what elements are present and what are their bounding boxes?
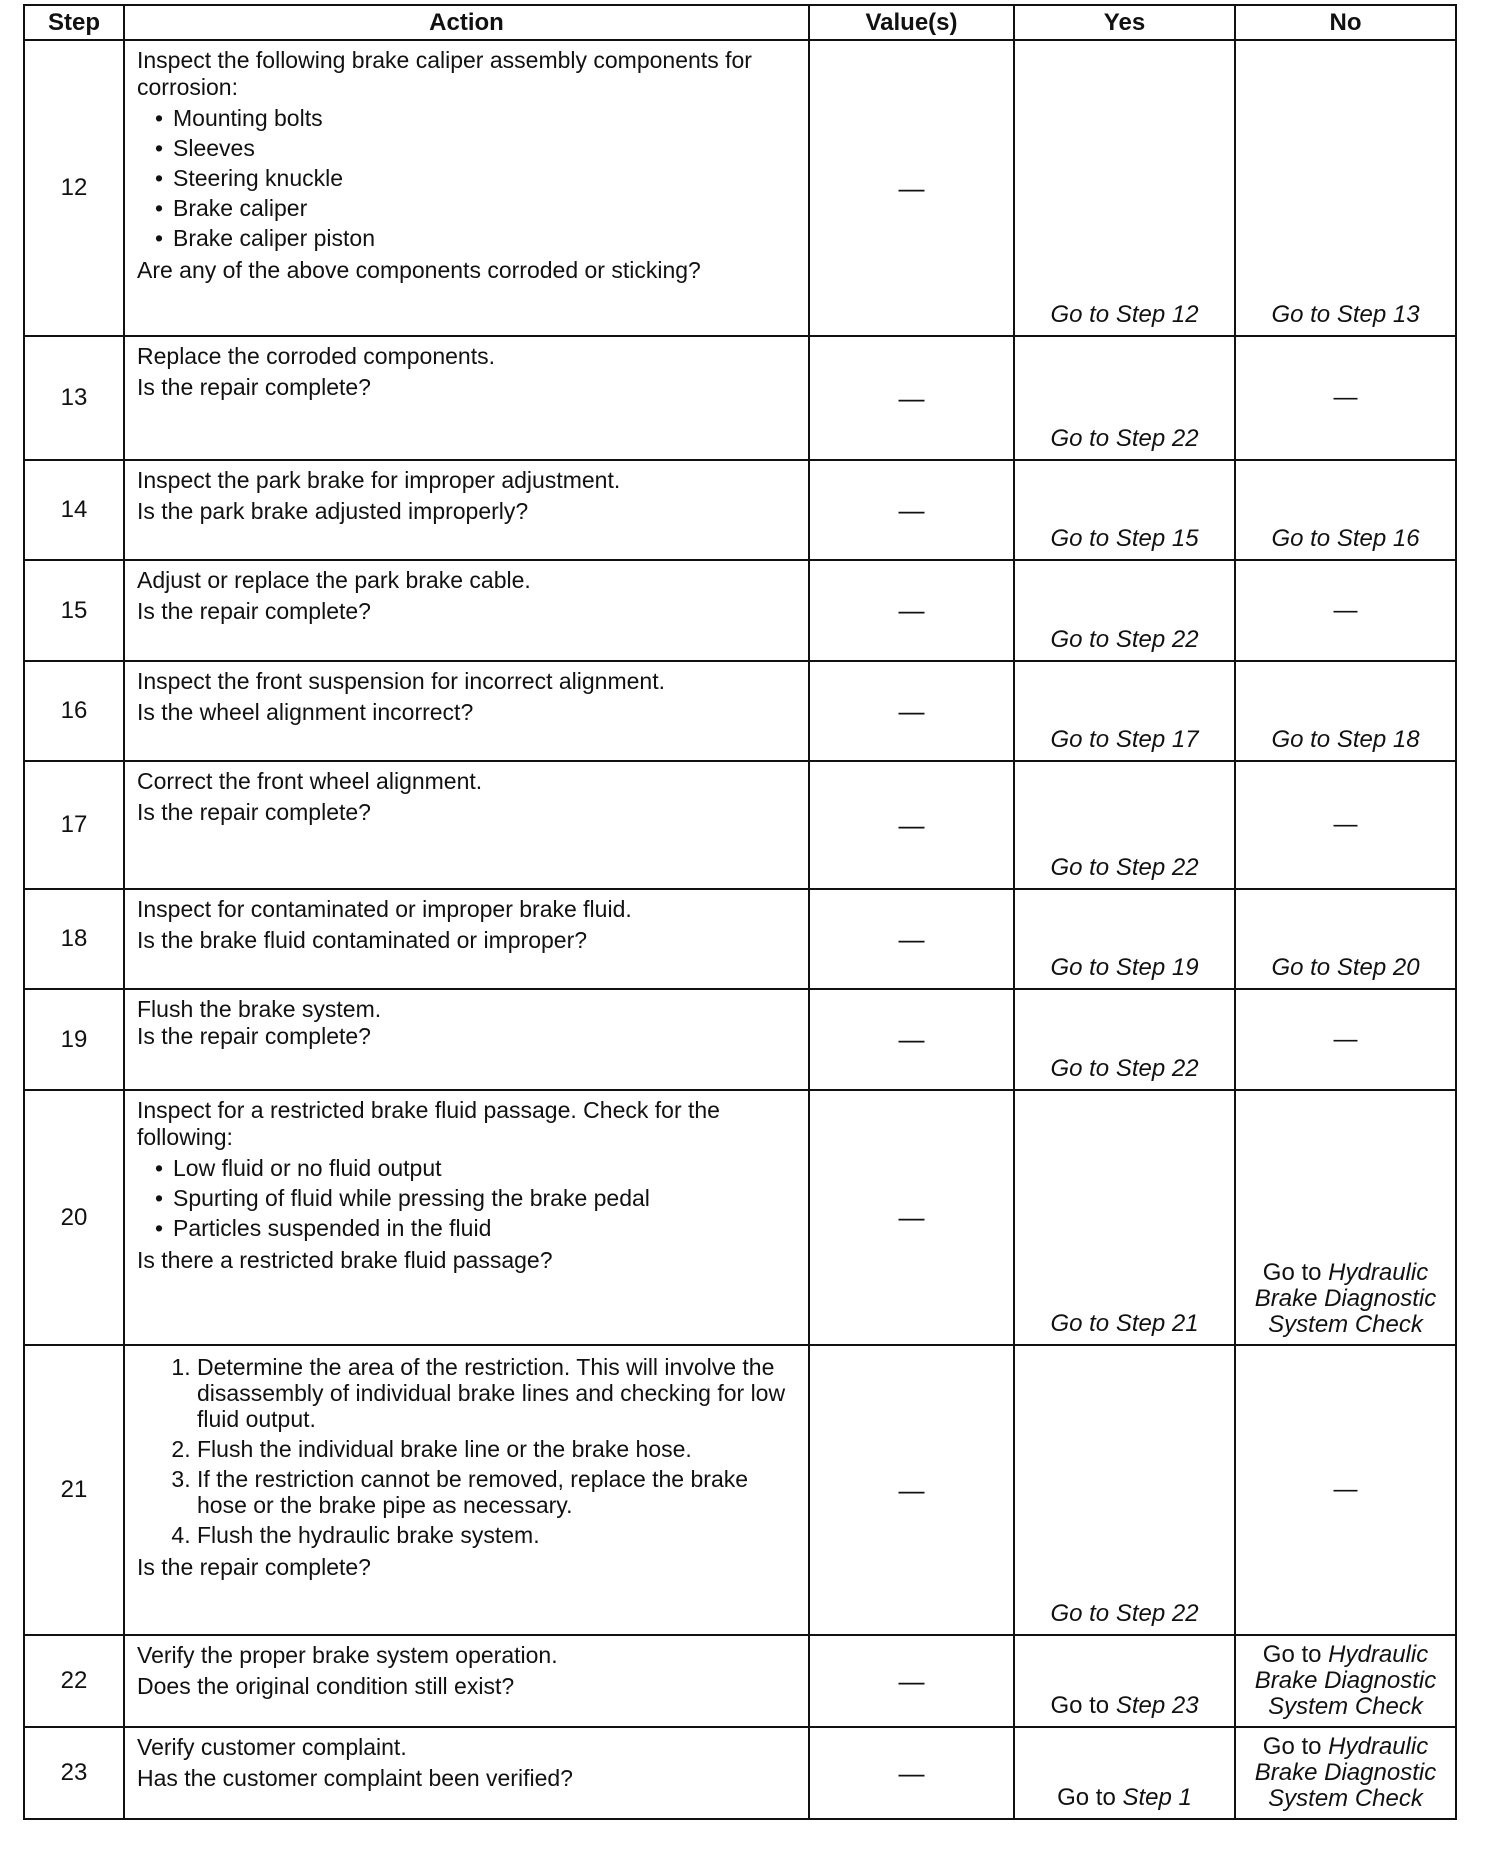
no-cell: —: [1235, 989, 1456, 1090]
step-number: 20: [24, 1090, 124, 1345]
step-number: 23: [24, 1727, 124, 1819]
yes-step-link[interactable]: Step 23: [1115, 1692, 1199, 1719]
yes-cell: [1014, 460, 1235, 560]
list-item: 4. Flush the hydraulic brake system.: [197, 1520, 798, 1550]
value-cell: —: [809, 889, 1014, 989]
action-text: Correct the front wheel alignment.: [137, 768, 483, 794]
header-action: Action: [124, 5, 809, 40]
list-item: • Steering knuckle: [173, 163, 798, 193]
header-yes: Yes: [1014, 5, 1235, 40]
yes-cell: [1014, 889, 1235, 989]
yes-cell: [1014, 761, 1235, 889]
table-row: [24, 1727, 1456, 1819]
value-cell: —: [809, 1635, 1014, 1727]
no-prefix: Go to: [1271, 301, 1337, 328]
action-question: Is the repair complete?: [137, 374, 371, 400]
no-cell: [1235, 889, 1456, 989]
action-cell: [124, 1727, 809, 1819]
list-item: • Sleeves: [173, 133, 798, 163]
bullet-list: [137, 1153, 798, 1243]
no-check-link[interactable]: System Check: [1268, 1311, 1423, 1338]
list-item: • Brake caliper: [173, 193, 798, 223]
action-text: Adjust or replace the park brake cable.: [137, 567, 531, 593]
table-row: [24, 761, 1456, 889]
action-question: Are any of the above components corroded or sticking?: [137, 257, 701, 283]
action-text: Verify customer complaint.: [137, 1734, 407, 1760]
step-number: 12: [24, 40, 124, 336]
value-cell: —: [809, 560, 1014, 661]
yes-prefix: Go to: [1057, 1784, 1123, 1811]
header-value: Value(s): [809, 5, 1014, 40]
table-row: [24, 336, 1456, 460]
action-question: Is the wheel alignment incorrect?: [137, 699, 474, 725]
no-check-link[interactable]: Hydraulic: [1328, 1259, 1429, 1286]
no-check-link[interactable]: Hydraulic: [1328, 1641, 1429, 1668]
yes-cell: [1014, 1090, 1235, 1345]
yes-step-link[interactable]: Step 22: [1115, 1600, 1199, 1627]
list-item: • Particles suspended in the fluid: [173, 1213, 798, 1243]
action-cell: [124, 1635, 809, 1727]
no-prefix: Go to: [1271, 726, 1337, 753]
table-row: [24, 1635, 1456, 1727]
header-no: No: [1235, 5, 1456, 40]
yes-step-link[interactable]: Step 22: [1115, 1055, 1199, 1082]
action-text: Inspect the front suspension for incorrect alignment.: [137, 668, 666, 694]
action-cell: [124, 989, 809, 1090]
value-cell: —: [809, 761, 1014, 889]
action-question: Is the repair complete?: [137, 799, 371, 825]
no-cell: [1235, 1635, 1456, 1727]
no-check-link[interactable]: Brake Diagnostic: [1254, 1759, 1437, 1786]
no-cell: [1235, 1090, 1456, 1345]
yes-prefix: Go to: [1050, 1600, 1116, 1627]
diagnostic-table: [23, 4, 1457, 1820]
yes-step-link[interactable]: Step 19: [1115, 954, 1199, 981]
no-prefix: Go to: [1262, 1259, 1329, 1286]
yes-cell: [1014, 336, 1235, 460]
action-text: Inspect the following brake caliper assembly components for corrosion:: [137, 47, 752, 100]
list-item: 1. Determine the area of the restriction. This will involve the disassembly of individual brake lines and checking for low fluid output.: [197, 1352, 798, 1434]
bullet-list: [137, 103, 798, 253]
yes-prefix: Go to: [1050, 525, 1116, 552]
step-number: 21: [24, 1345, 124, 1635]
action-cell: [124, 560, 809, 661]
no-step-link[interactable]: Step 20: [1336, 954, 1420, 981]
list-item: 2. Flush the individual brake line or the brake hose.: [197, 1434, 798, 1464]
no-cell: [1235, 40, 1456, 336]
action-cell: [124, 1090, 809, 1345]
yes-cell: [1014, 661, 1235, 761]
no-step-link[interactable]: Step 18: [1336, 726, 1420, 753]
no-cell: —: [1235, 761, 1456, 889]
value-cell: —: [809, 336, 1014, 460]
yes-cell: [1014, 1727, 1235, 1819]
yes-step-link[interactable]: Step 17: [1115, 726, 1199, 753]
action-text: Flush the brake system.: [137, 996, 382, 1022]
value-cell: —: [809, 40, 1014, 336]
no-prefix: Go to: [1271, 954, 1337, 981]
action-cell: [124, 661, 809, 761]
table-row: [24, 560, 1456, 661]
table-row: [24, 989, 1456, 1090]
list-item: • Low fluid or no fluid output: [173, 1153, 798, 1183]
action-cell: [124, 889, 809, 989]
yes-step-link[interactable]: Step 21: [1115, 1310, 1199, 1337]
no-cell: —: [1235, 336, 1456, 460]
yes-prefix: Go to: [1050, 954, 1116, 981]
no-cell: [1235, 460, 1456, 560]
action-text: Replace the corroded components.: [137, 343, 495, 369]
yes-cell: [1014, 40, 1235, 336]
step-number: 15: [24, 560, 124, 661]
list-item: • Brake caliper piston: [173, 223, 798, 253]
action-text: Inspect for contaminated or improper brake fluid.: [137, 896, 632, 922]
yes-step-link[interactable]: Step 1: [1122, 1784, 1192, 1811]
no-cell: [1235, 1727, 1456, 1819]
yes-prefix: Go to: [1050, 301, 1116, 328]
value-cell: —: [809, 1090, 1014, 1345]
action-question: Is the repair complete?: [137, 1554, 371, 1580]
table-row: [24, 1090, 1456, 1345]
step-number: 13: [24, 336, 124, 460]
no-prefix: Go to: [1262, 1733, 1329, 1760]
no-prefix: Go to: [1262, 1641, 1329, 1668]
table-row: [24, 889, 1456, 989]
action-cell: [124, 336, 809, 460]
no-cell: —: [1235, 1345, 1456, 1635]
yes-prefix: Go to: [1050, 1310, 1116, 1337]
step-number: 18: [24, 889, 124, 989]
value-cell: —: [809, 460, 1014, 560]
list-item: • Spurting of fluid while pressing the brake pedal: [173, 1183, 798, 1213]
yes-prefix: Go to: [1050, 626, 1116, 653]
action-text: Inspect for a restricted brake fluid passage. Check for the following:: [137, 1097, 720, 1150]
yes-cell: [1014, 1345, 1235, 1635]
value-cell: —: [809, 661, 1014, 761]
action-question: Is the park brake adjusted improperly?: [137, 498, 529, 524]
no-check-link[interactable]: Hydraulic: [1328, 1733, 1429, 1760]
yes-step-link[interactable]: Step 22: [1115, 425, 1199, 452]
no-step-link[interactable]: Step 16: [1336, 525, 1420, 552]
action-question: Is there a restricted brake fluid passage?: [137, 1247, 553, 1273]
yes-cell: [1014, 560, 1235, 661]
table-row: [24, 1345, 1456, 1635]
yes-step-link[interactable]: Step 12: [1115, 301, 1199, 328]
yes-prefix: Go to: [1050, 1055, 1116, 1082]
yes-cell: [1014, 989, 1235, 1090]
no-check-link[interactable]: Brake Diagnostic: [1254, 1285, 1437, 1312]
action-cell: [124, 761, 809, 889]
action-question: Does the original condition still exist?: [137, 1673, 515, 1699]
yes-step-link[interactable]: Step 22: [1115, 854, 1199, 881]
action-text: Verify the proper brake system operation.: [137, 1642, 558, 1668]
header-row: [24, 5, 1456, 40]
step-number: 22: [24, 1635, 124, 1727]
yes-prefix: Go to: [1050, 854, 1116, 881]
table-row: [24, 460, 1456, 560]
value-cell: —: [809, 989, 1014, 1090]
yes-step-link[interactable]: Step 15: [1115, 525, 1199, 552]
no-check-link[interactable]: System Check: [1268, 1693, 1423, 1720]
value-cell: —: [809, 1727, 1014, 1819]
action-cell: [124, 460, 809, 560]
action-question: Is the brake fluid contaminated or improper?: [137, 927, 588, 953]
numbered-list: [137, 1352, 798, 1550]
step-number: 17: [24, 761, 124, 889]
yes-prefix: Go to: [1050, 1692, 1116, 1719]
action-cell: [124, 40, 809, 336]
yes-prefix: Go to: [1050, 425, 1116, 452]
table-row: [24, 40, 1456, 336]
header-step: Step: [24, 5, 124, 40]
action-text: Inspect the park brake for improper adjustment.: [137, 467, 621, 493]
step-number: 16: [24, 661, 124, 761]
table-row: [24, 661, 1456, 761]
yes-step-link[interactable]: Step 22: [1115, 626, 1199, 653]
list-item: • Mounting bolts: [173, 103, 798, 133]
action-question: Is the repair complete?: [137, 598, 371, 624]
no-check-link[interactable]: System Check: [1268, 1785, 1423, 1812]
no-cell: [1235, 661, 1456, 761]
no-cell: —: [1235, 560, 1456, 661]
yes-prefix: Go to: [1050, 726, 1116, 753]
no-check-link[interactable]: Brake Diagnostic: [1254, 1667, 1437, 1694]
step-number: 14: [24, 460, 124, 560]
no-step-link[interactable]: Step 13: [1336, 301, 1420, 328]
action-question: Has the customer complaint been verified?: [137, 1765, 573, 1791]
no-prefix: Go to: [1271, 525, 1337, 552]
action-question: Is the repair complete?: [137, 1023, 371, 1049]
list-item: 3. If the restriction cannot be removed, replace the brake hose or the brake pipe as necessary.: [197, 1464, 798, 1520]
value-cell: —: [809, 1345, 1014, 1635]
yes-cell: [1014, 1635, 1235, 1727]
step-number: 19: [24, 989, 124, 1090]
action-cell: [124, 1345, 809, 1635]
